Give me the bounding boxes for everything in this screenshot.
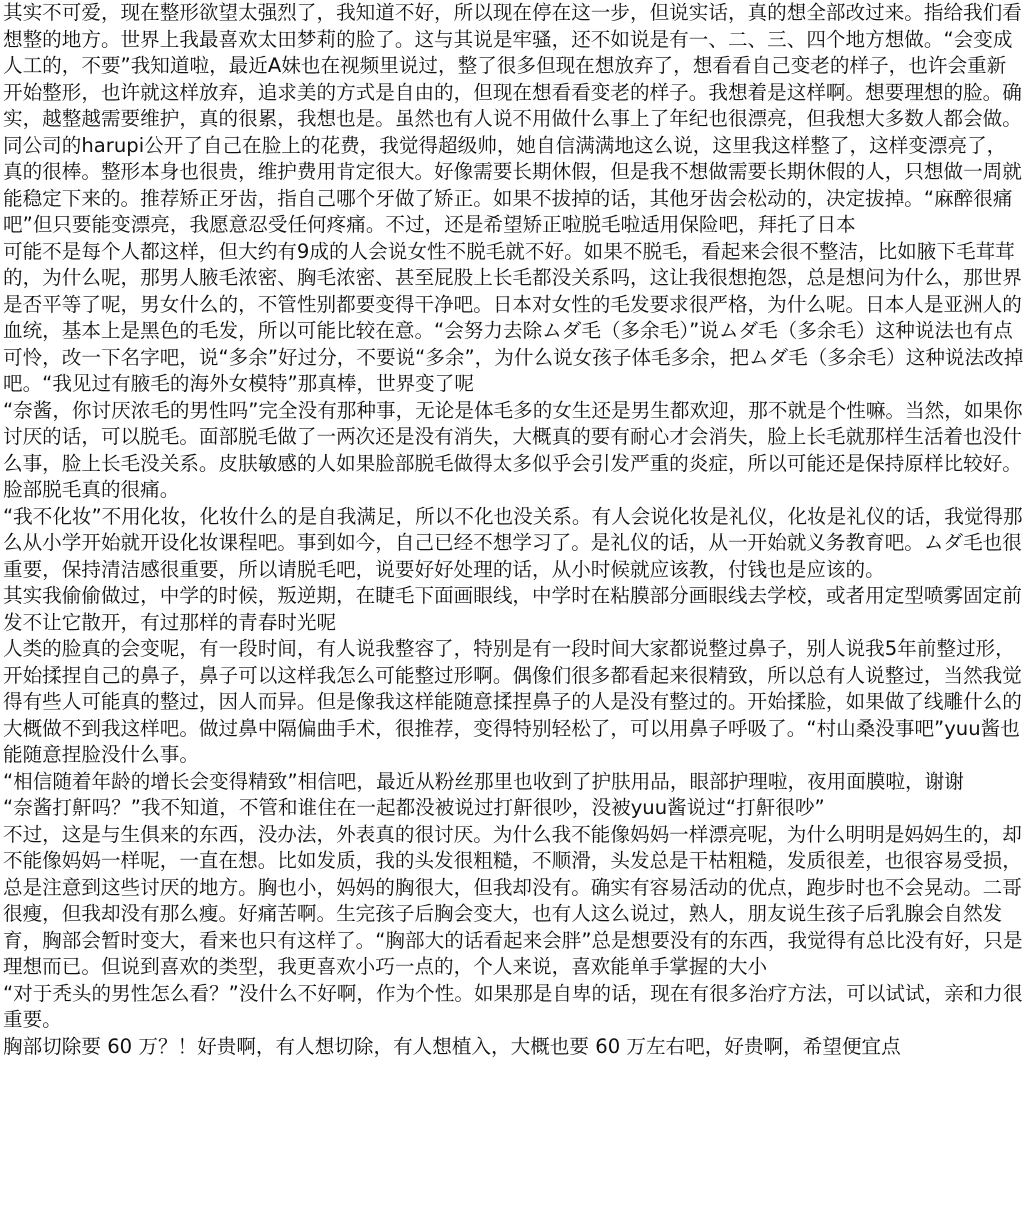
paragraph-middle-school: 其实我偷偷做过，中学的时候，叛逆期，在睫毛下面画眼线，中学时在粘膜部分画眼线去学校，或者用定型喷雾固定前发不让它散开，有过那样的青春时光呢 bbox=[3, 584, 1022, 634]
paragraph-face-change: 人类的脸真的会变呢，有一段时间，有人说我整容了，特别是有一段时间大家都说整过鼻子，别人说我5年前整过形，开始揉捏自己的鼻子，鼻子可以这样我怎么可能整过形啊。偶像们很多都看起来很精致，所以总有人说整过，当然我觉得有些人可能真的整过，因人而异。但是像我这样能随意揉捏鼻子的人是没有整过的。开始揉脸，如果做了线雕什么的大概做不到我这样吧。做过鼻中隔偏曲手术，很推荐，变得特别轻松了，可以用鼻子呼吸了。“村山桑没事吧”yuu酱也能随意捏脸没什么事。 bbox=[3, 637, 1022, 766]
paragraph-makeup: “我不化妆”不用化妆，化妆什么的是自我满足，所以不化也没关系。有人会说化妆是礼仪，化妆是礼仪的话，我觉得那么从小学开始就开设化妆课程吧。事到如今，自己已经不想学习了。是礼仪的话，从一开始就义务教育吧。ムダ毛也很重要，保持清洁感很重要，所以请脱毛吧，说要好好处理的话，从小时候就应该教，付钱也是应该的。 bbox=[3, 504, 1023, 581]
paragraph-cost: 胸部切除要 60 万？！好贵啊，有人想切除，有人想植入，大概也要 60 万左右吧，好贵啊，希望便宜点 bbox=[3, 1034, 901, 1058]
paragraph-hair-removal: 可能不是每个人都这样，但大约有9成的人会说女性不脱毛就不好。如果不脱毛，看起来会很不整洁，比如腋下毛茸茸的，为什么呢，那男人腋毛浓密、胸毛浓密、甚至屁股上长毛都没关系吗，这让我很想抱怨，总是想问为什么，那世界是否平等了呢，男女什么的，不管性别都要变得干净吧。日本对女性的毛发要求很严格，为什么呢。日本人是亚洲人的血统，基本上是黑色的毛发，所以可能比较在意。“会努力去除ムダ毛（多余毛）”说ムダ毛（多余毛）这种说法也有点可怜，改一下名字吧，说“多余”好过分，不要说“多余”，为什么说女孩子体毛多余，把ムダ毛（多余毛）这种说法改掉吧。“我见过有腋毛的海外女模特”那真棒，世界变了呢 bbox=[3, 239, 1024, 395]
paragraph-cosmetic-surgery: 其实不可爱，现在整形欲望太强烈了，我知道不好，所以现在停在这一步，但说实话，真的想全部改过来。指给我们看想整的地方。世界上我最喜欢太田梦莉的脸了。这与其说是牢骚，还不如说是有一、二、三、四个地方想做。“会变成人工的，不要”我知道啦，最近A妹也在视频里说过，整了很多但现在想放弃了，想看看自己变老的样子，也许会重新开始整形，也许就这样放弃，追求美的方式是自由的，但现在想看看变老的样子。我想着是这样啊。想要理想的脸。确实，越整越需要维护，真的很累，我想也是。虽然也有人说不用做什么事上了年纪也很漂亮，但我想大多数人都会做。同公司的harupi公开了自己在脸上的花费，我觉得超级帅，她自信满满地这么说，这里我这样整了，这样变漂亮了，真的很棒。整形本身也很贵，维护费用肯定很大。好像需要长期休假，但是我不想做需要长期休假的人，只想做一周就能稳定下来的。推荐矫正牙齿，指自己哪个牙做了矫正。如果不拔掉的话，其他牙齿会松动的，决定拔掉。“麻醉很痛吧”但只要能变漂亮，我愿意忍受任何疼痛。不过，还是希望矫正啦脱毛啦适用保险吧，拜托了日本 bbox=[3, 1, 1022, 236]
paragraph-snoring: “奈酱打鼾吗？”我不知道，不管和谁住在一起都没被说过打鼾很吵，没被yuu酱说过“打鼾很吵” bbox=[3, 796, 825, 819]
paragraph-skincare-gifts: “相信随着年龄的增长会变得精致”相信吧，最近从粉丝那里也收到了护肤用品，眼部护理啦，夜用面膜啦，谢谢 bbox=[3, 769, 964, 793]
paragraph-baldness: “对于秃头的男性怎么看？”没什么不好啊，作为个性。如果那是自卑的话，现在有很多治疗方法，可以试试，亲和力很重要。 bbox=[3, 981, 1023, 1031]
paragraph-body-hair-men: “奈酱，你讨厌浓毛的男性吗”完全没有那种事，无论是体毛多的女生还是男生都欢迎，那不就是个性嘛。当然，如果你讨厌的话，可以脱毛。面部脱毛做了一两次还是没有消失，大概真的要有耐心才会消失，脸上长毛就那样生活着也没什么事，脸上长毛没关系。皮肤敏感的人如果脸部脱毛做得太多似乎会引发严重的炎症，所以可能还是保持原样比较好。脸部脱毛真的很痛。 bbox=[3, 398, 1023, 501]
paragraph-appearance: 不过，这是与生俱来的东西，没办法，外表真的很讨厌。为什么我不能像妈妈一样漂亮呢，为什么明明是妈妈生的，却不能像妈妈一样呢，一直在想。比如发质，我的头发很粗糙，不顺滑，头发总是干枯粗糙，发质很差，也很容易受损，总是注意到这些讨厌的地方。胸也小，妈妈的胸很大，但我却没有。确实有容易活动的优点，跑步时也不会晃动。二哥很瘦，但我却没有那么瘦。好痛苦啊。生完孩子后胸会变大，也有人这么说过，熟人，朋友说生孩子后乳腺会自然发育，胸部会暂时变大，看来也只有这样了。“胸部大的话看起来会胖”总是想要没有的东西，我觉得有总比没有好，只是理想而已。但说到喜欢的类型，我更喜欢小巧一点的，个人来说，喜欢能单手掌握的大小 bbox=[3, 822, 1023, 978]
